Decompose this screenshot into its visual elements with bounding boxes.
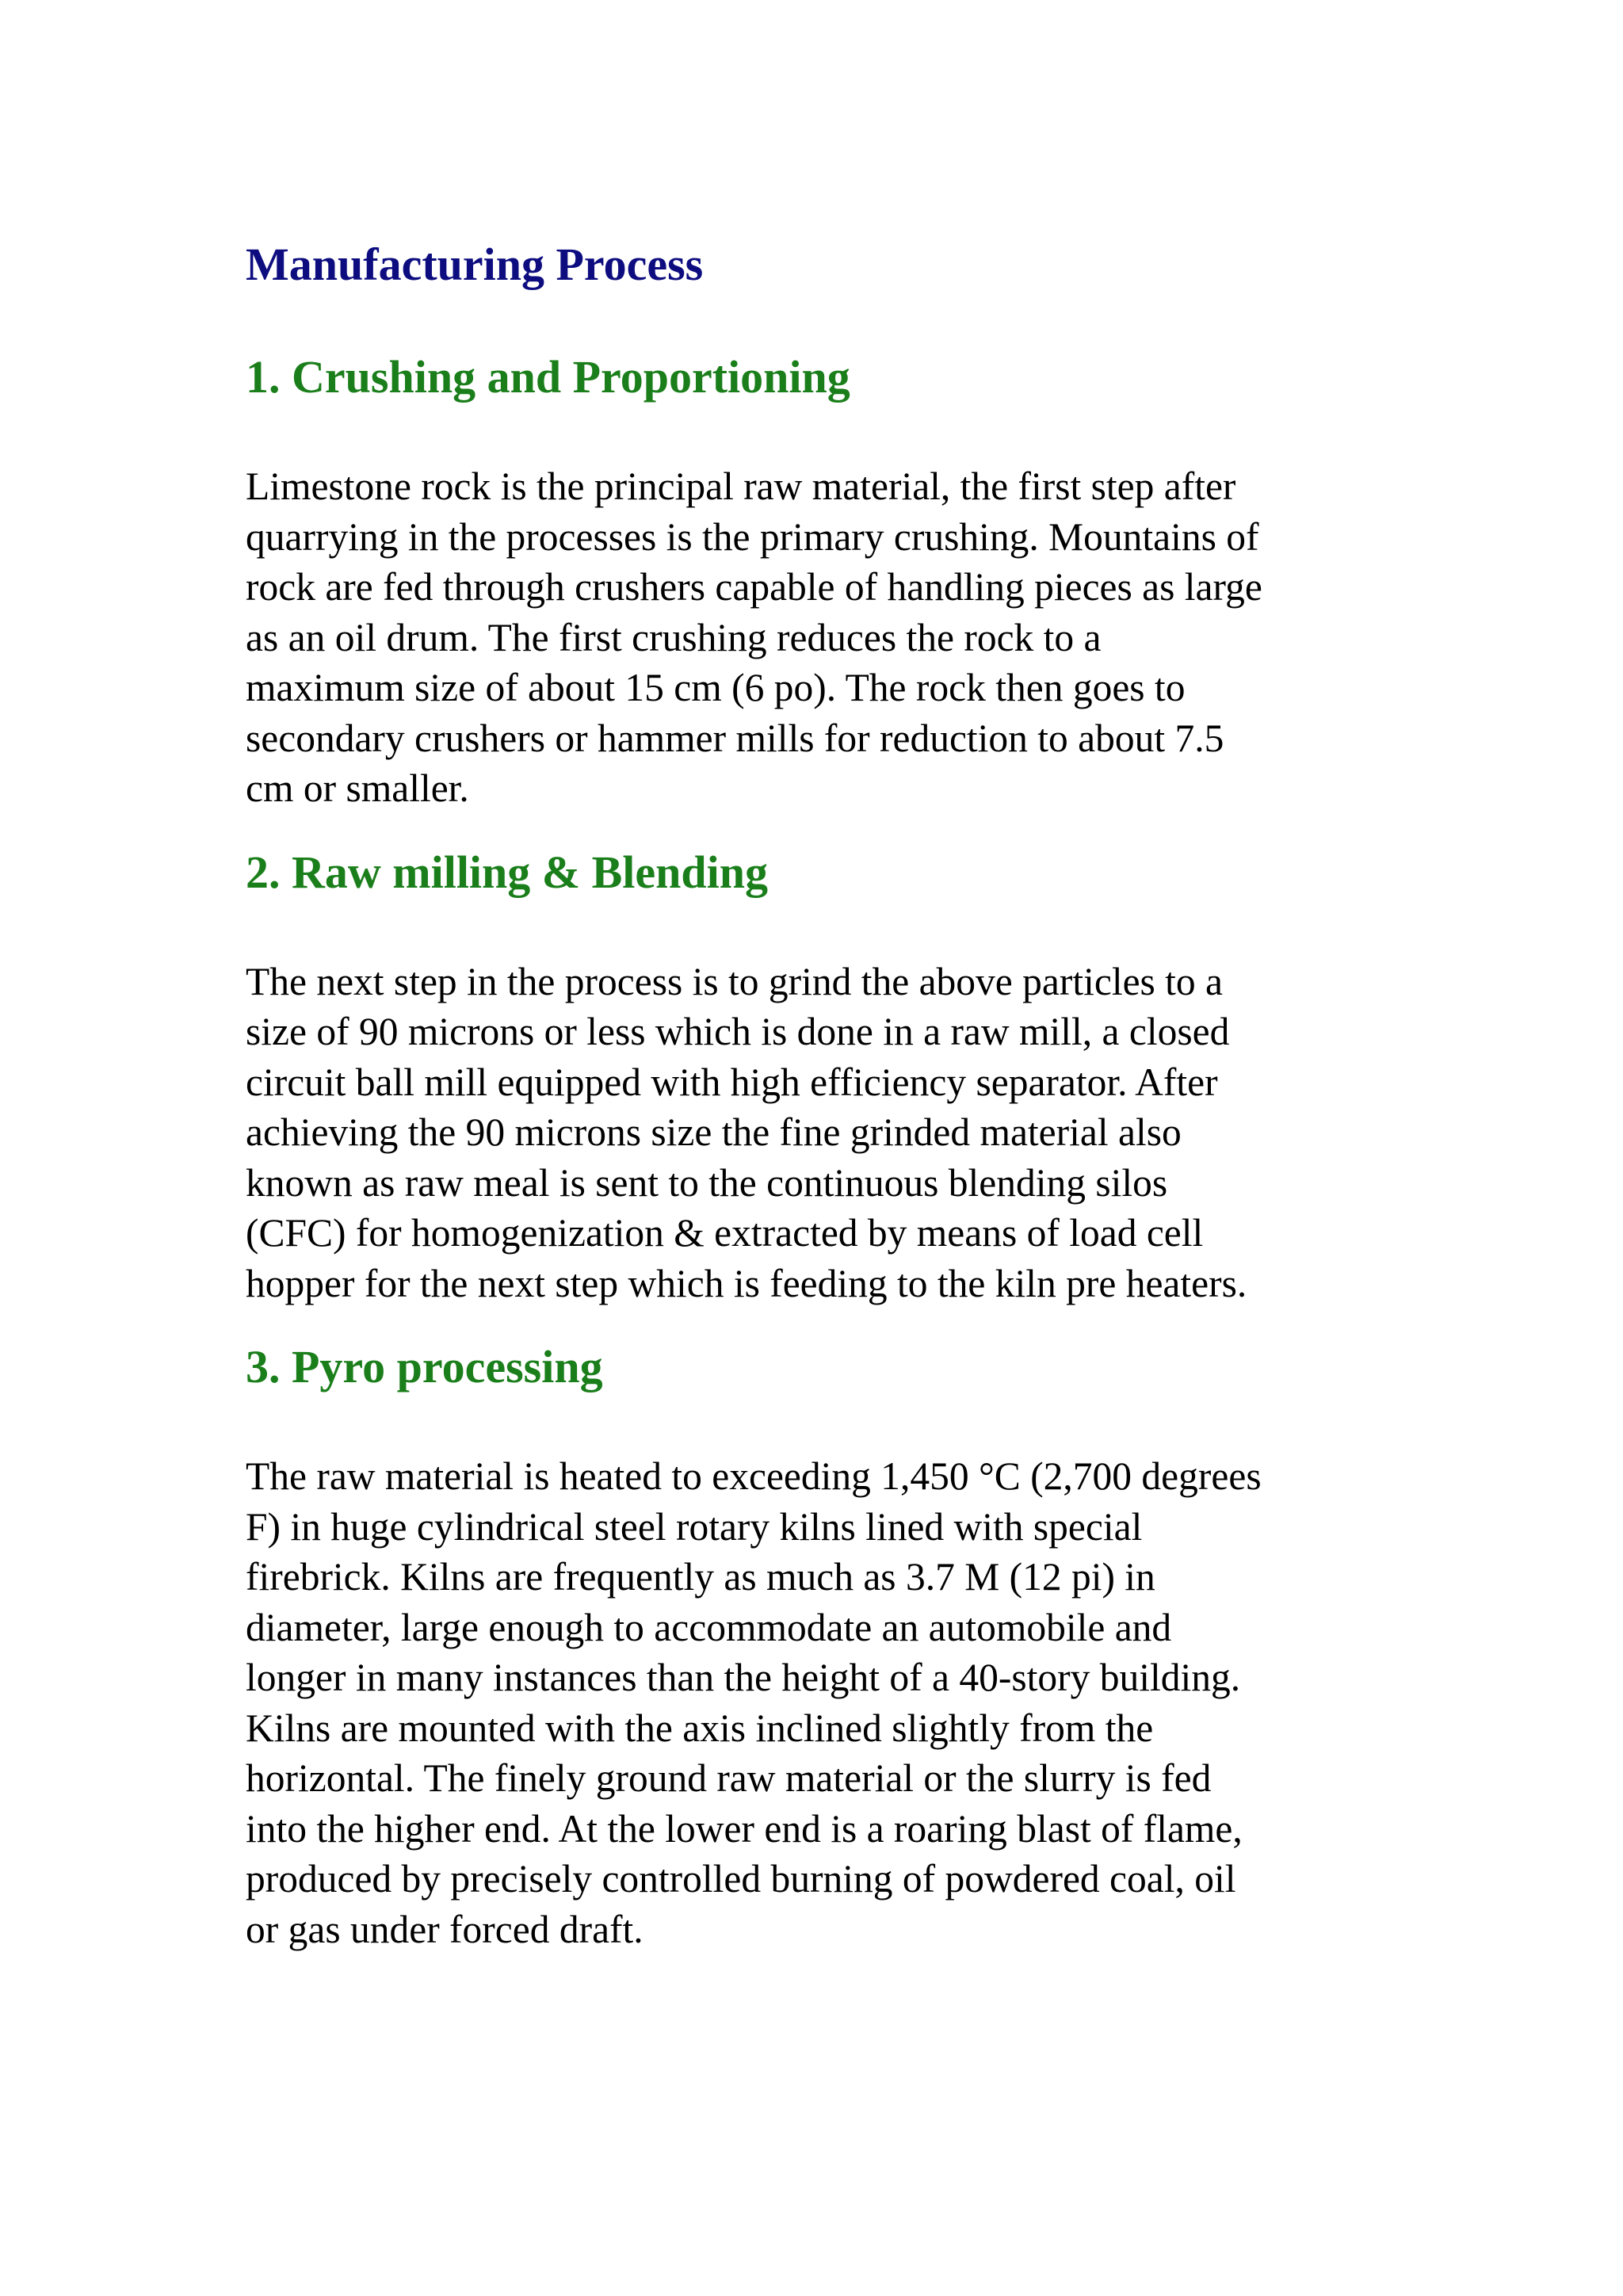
text-line: size of 90 microns or less which is done in a raw mill, a closed <box>246 1010 1230 1053</box>
text-line: Limestone rock is the principal raw material, the first step after <box>246 464 1236 508</box>
text-line: known as raw meal is sent to the continuous blending silos <box>246 1160 1168 1205</box>
document-content <box>246 233 1387 1954</box>
text-line: as an oil drum. The first crushing reduces the rock to a <box>246 615 1102 659</box>
section-heading-pyro-processing: 3. Pyro processing <box>246 1341 603 1392</box>
paragraph-pyro-processing <box>246 1451 1387 1954</box>
text-line: longer in many instances than the height of a 40-story building. <box>246 1656 1241 1699</box>
text-line: cm or smaller. <box>246 766 469 810</box>
text-line: circuit ball mill equipped with high efficiency separator. After <box>246 1060 1218 1104</box>
text-line: firebrick. Kilns are frequently as much as 3.7 M (12 pi) in <box>246 1555 1155 1599</box>
text-line: achieving the 90 microns size the fine grinded material also <box>246 1110 1182 1154</box>
text-line: Kilns are mounted with the axis inclined slightly from the <box>246 1706 1154 1750</box>
text-line: hopper for the next step which is feeding to the kiln pre heaters. <box>246 1261 1247 1305</box>
text-line: rock are fed through crushers capable of handling pieces as large <box>246 565 1262 609</box>
text-line: F) in huge cylindrical steel rotary kilns lined with special <box>246 1504 1143 1549</box>
text-line: (CFC) for homogenization & extracted by means of load cell <box>246 1211 1204 1255</box>
text-line: maximum size of about 15 cm (6 po). The rock then goes to <box>246 666 1186 709</box>
text-line: produced by precisely controlled burning of powdered coal, oil <box>246 1857 1236 1901</box>
text-line: The next step in the process is to grind the above particles to a <box>246 959 1224 1003</box>
text-line: The raw material is heated to exceeding 1,450 °C (2,700 degrees <box>246 1454 1262 1498</box>
paragraph-raw-milling <box>246 957 1387 1309</box>
text-line: into the higher end. At the lower end is a roaring blast of flame, <box>246 1806 1243 1851</box>
text-line: secondary crushers or hammer mills for reduction to about 7.5 <box>246 716 1224 760</box>
text-line: horizontal. The finely ground raw material or the slurry is fed <box>246 1756 1212 1800</box>
section-heading-raw-milling: 2. Raw milling & Blending <box>246 846 769 898</box>
page-title: Manufacturing Process <box>246 239 704 290</box>
text-line: diameter, large enough to accommodate an automobile and <box>246 1605 1172 1649</box>
paragraph-crushing <box>246 461 1387 814</box>
text-line: or gas under forced draft. <box>246 1907 643 1951</box>
text-line: quarrying in the processes is the primary crushing. Mountains of <box>246 514 1259 559</box>
section-heading-crushing: 1. Crushing and Proportioning <box>246 351 850 403</box>
